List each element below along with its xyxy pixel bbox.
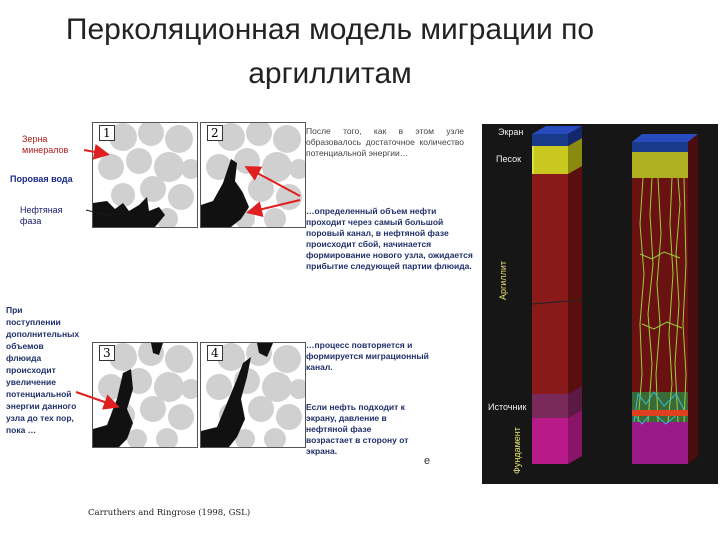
right-sand — [632, 152, 688, 178]
source-hotband — [632, 410, 688, 416]
text-oil-volume: …определенный объем нефти проходит через самый большой поровый канал, в нефтяной фазе происходит сбой, начинается формирование нового узла, ожидается прибытие следующей партии флюида. — [306, 206, 473, 271]
left-sand-stripe — [532, 146, 534, 174]
migration-model-figure — [482, 124, 718, 484]
source-layer — [532, 394, 568, 418]
credit: Carruthers and Ringrose (1998, GSL) — [88, 508, 251, 518]
pore-panel-3 — [92, 342, 198, 448]
left-note: При поступлении дополнительных объемов флюида происходит увеличение потенциальной энергии данного узла до тех пор, пока … — [6, 305, 80, 435]
pore-panel-2 — [200, 122, 306, 228]
panel-number-4: 4 — [207, 345, 223, 361]
right-screen — [632, 142, 688, 152]
slide-title: Перколяционная модель миграции по аргиллитам — [65, 13, 595, 90]
pore-panel-1 — [92, 122, 198, 228]
grains-label: Зерна минералов — [22, 134, 69, 155]
text-oil-screen: Если нефть подходит к экрану, давление в нефтяной фазе возрастает в сторону от экрана. — [306, 402, 409, 456]
sand-layer — [532, 146, 568, 174]
text-process-repeats: …процесс повторяется и формируется миграционный канал. — [306, 340, 429, 372]
oil-phase-label: Нефтяная фаза — [20, 205, 63, 226]
sand-label: Песок — [496, 154, 522, 164]
pore-water-label: Поровая вода — [10, 174, 73, 184]
mudstone-layer — [532, 174, 568, 394]
screen-label: Экран — [498, 127, 524, 137]
source-label: Источник — [488, 402, 527, 412]
panel-number-2: 2 — [207, 125, 223, 141]
right-foundation — [632, 422, 688, 464]
foundation-layer — [532, 418, 568, 464]
panel-number-1: 1 — [99, 125, 115, 141]
text-after-node: После того, как в этом узле образовалось достаточное количество потенциальной энергии… — [306, 126, 464, 158]
screen-layer — [532, 134, 568, 146]
left-edge — [482, 166, 532, 464]
block-side-foundation — [568, 410, 582, 464]
stray-letter: е — [424, 455, 431, 467]
right-side — [688, 134, 698, 464]
mudstone-label: Аргиллит — [498, 261, 508, 300]
right-top — [632, 134, 698, 142]
panel-number-3: 3 — [99, 345, 115, 361]
pore-panel-4 — [200, 342, 306, 448]
foundation-label: Фундамент — [512, 427, 522, 474]
